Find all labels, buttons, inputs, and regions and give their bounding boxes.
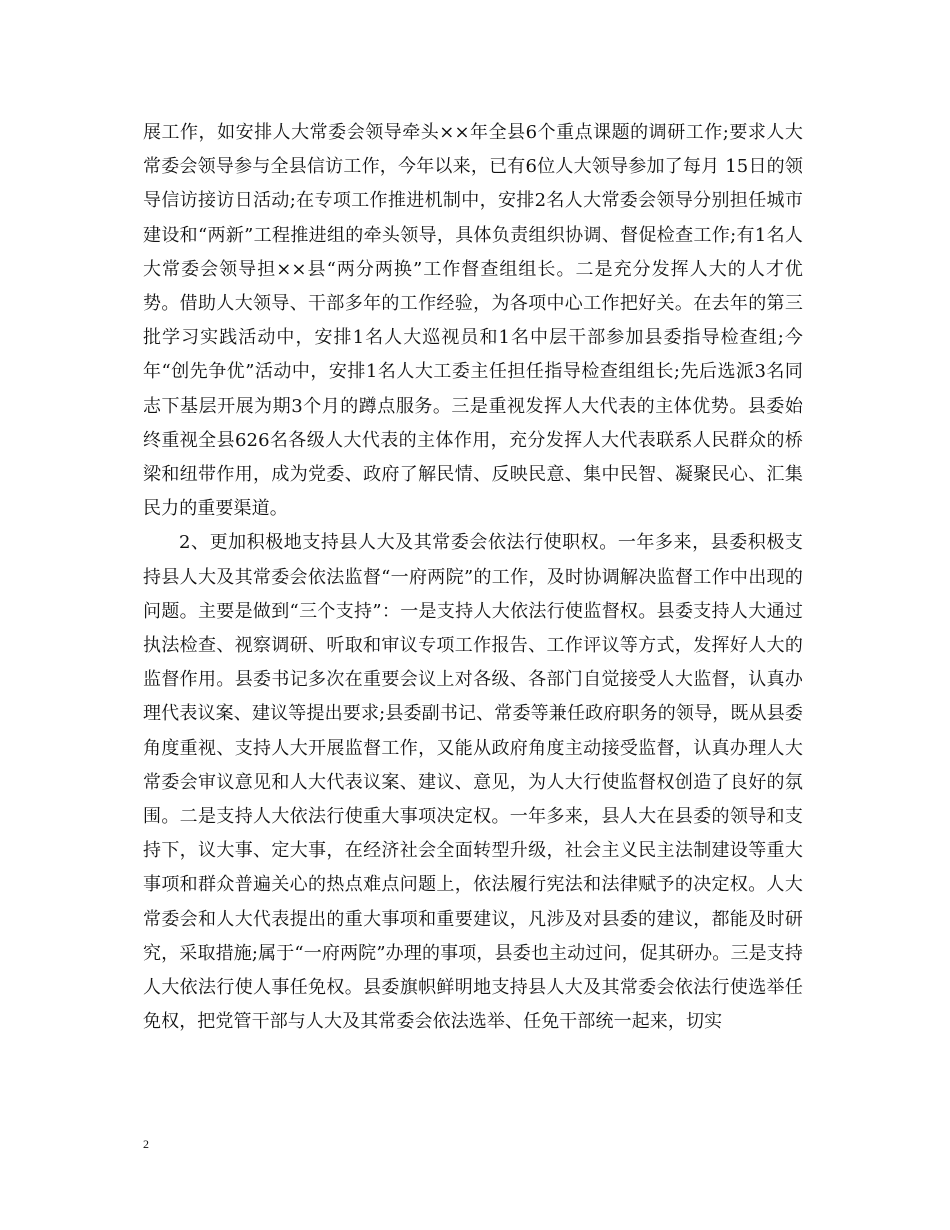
document-body <box>143 116 803 1039</box>
page-number: 2 <box>143 1137 149 1151</box>
paragraph-1-continued: 展工作，如安排人大常委会领导牵头××年全县6个重点课题的调研工作;要求人大常委会领导参与全县信访工作，今年以来，已有6位人大领导参加了每月 15日的领导信访接访日活动;在专项工作推进机制中，安排2名人大常委会领导分别担任城市建设和“两新”工程推进组的牵头领导，具体负责组织协调、督促检查工作;有1名人大常委会领导担××县“两分两换”工作督查组组长。二是充分发挥人大的人才优势。借助人大领导、干部多年的工作经验，为各项中心工作把好关。在去年的第三批学习实践活动中，安排1名人大巡视员和1名中层干部参加县委指导检查组;今年“创先争优”活动中，安排1名人大工委主任担任指导检查组组长;先后选派3名同志下基层开展为期3个月的蹲点服务。三是重视发挥人大代表的主体优势。县委始终重视全县626名各级人大代表的主体作用，充分发挥人大代表联系人民群众的桥梁和纽带作用，成为党委、政府了解民情、反映民意、集中民智、凝聚民心、汇集民力的重要渠道。 <box>143 122 803 520</box>
paragraph-2: 2、更加积极地支持县人大及其常委会依法行使职权。一年多来，县委积极支持县人大及其常委会依法监督“一府两院”的工作，及时协调解决监督工作中出现的问题。主要是做到“三个支持”：一是支持人大依法行使监督权。县委支持人大通过执法检查、视察调研、听取和审议专项工作报告、工作评议等方式，发挥好人大的监督作用。县委书记多次在重要会议上对各级、各部门自觉接受人大监督，认真办理代表议案、建议等提出要求;县委副书记、常委等兼任政府职务的领导，既从县委角度重视、支持人大开展监督工作，又能从政府角度主动接受监督，认真办理人大常委会审议意见和人大代表议案、建议、意见，为人大行使监督权创造了良好的氛围。二是支持人大依法行使重大事项决定权。一年多来，县人大在县委的领导和支持下，议大事、定大事，在经济社会全面转型升级，社会主义民主法制建设等重大事项和群众普遍关心的热点难点问题上，依法履行宪法和法律赋予的决定权。人大常委会和人大代表提出的重大事项和重要建议，凡涉及对县委的建议，都能及时研究，采取措施;属于“一府两院”办理的事项，县委也主动过问，促其研办。三是支持人大依法行使人事任免权。县委旗帜鲜明地支持县人大及其常委会依法行使选举任免权，把党管干部与人大及其常委会依法选举、任免干部统一起来，切实 <box>143 532 803 1033</box>
